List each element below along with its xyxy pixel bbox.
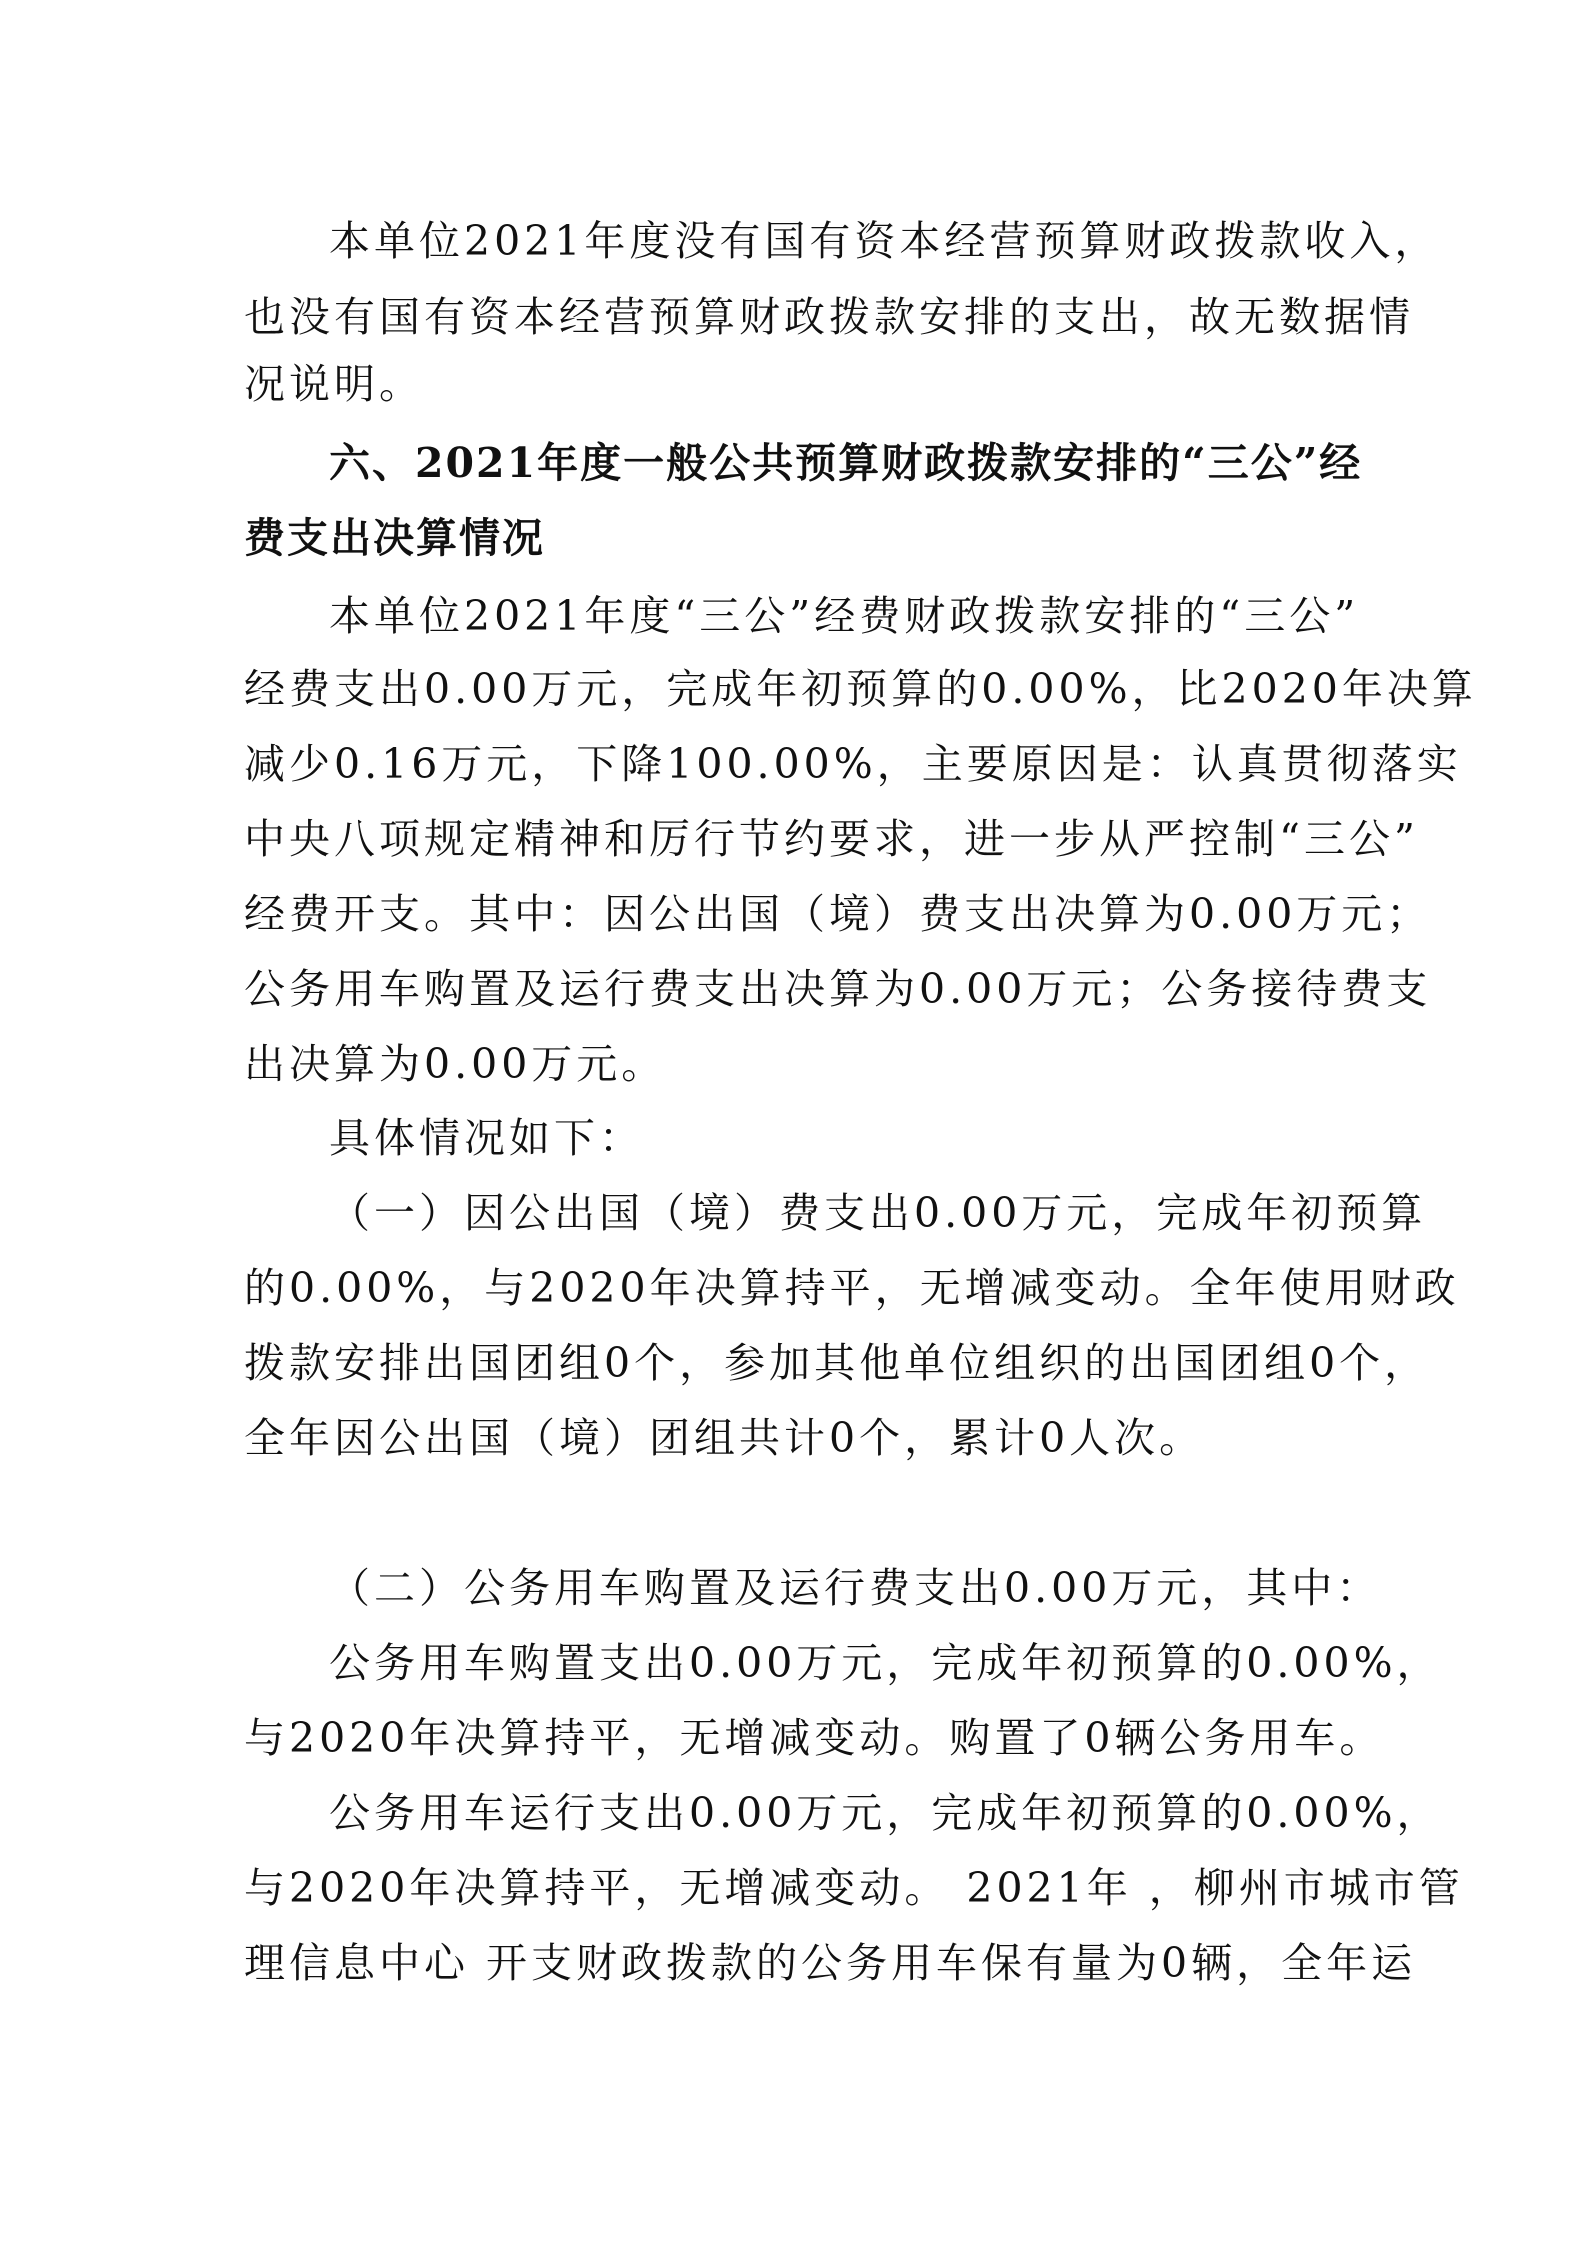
paragraph-line: 也没有国有资本经营预算财政拨款安排的支出，故无数据情 (244, 293, 1414, 341)
paragraph-line: 理信息中心 开支财政拨款的公务用车保有量为0辆，全年运 (244, 1939, 1417, 1987)
paragraph-line: 的0.00%，与2020年决算持平，无增减变动。全年使用财政 (244, 1264, 1460, 1312)
section-heading: 费支出决算情况 (244, 514, 545, 562)
paragraph-line: 本单位2021年度没有国有资本经营预算财政拨款收入， (329, 217, 1440, 265)
paragraph-line: 减少0.16万元，下降100.00%，主要原因是：认真贯彻落实 (244, 740, 1462, 788)
paragraph-line: 本单位2021年度“三公”经费财政拨款安排的“三公” (329, 592, 1360, 640)
section-heading: 六、2021年度一般公共预算财政拨款安排的“三公”经 (329, 439, 1363, 487)
paragraph-line: 经费支出0.00万元，完成年初预算的0.00%，比2020年决算 (244, 665, 1477, 713)
paragraph-line: （二）公务用车购置及运行费支出0.00万元，其中： (329, 1564, 1382, 1612)
paragraph-line: 具体情况如下： (329, 1114, 644, 1162)
paragraph-line: 拨款安排出国团组0个，参加其他单位组织的出国团组0个， (244, 1339, 1430, 1387)
paragraph-line: 与2020年决算持平，无增减变动。购置了0辆公务用车。 (244, 1714, 1385, 1762)
paragraph-line: 公务用车运行支出0.00万元，完成年初预算的0.00%， (329, 1789, 1442, 1837)
paragraph-line: （一）因公出国（境）费支出0.00万元，完成年初预算 (329, 1189, 1427, 1237)
paragraph-line: 况说明。 (244, 360, 424, 408)
paragraph-line: 全年因公出国（境）团组共计0个，累计0人次。 (244, 1414, 1205, 1462)
paragraph-line: 出决算为0.00万元。 (244, 1040, 667, 1088)
paragraph-line: 公务用车购置支出0.00万元，完成年初预算的0.00%， (329, 1639, 1442, 1687)
paragraph-line: 经费开支。其中：因公出国（境）费支出决算为0.00万元； (244, 890, 1432, 938)
paragraph-line: 中央八项规定精神和厉行节约要求，进一步从严控制“三公” (244, 815, 1419, 863)
paragraph-line: 与2020年决算持平，无增减变动。 2021年 ，柳州市城市管 (244, 1864, 1464, 1912)
paragraph-line: 公务用车购置及运行费支出决算为0.00万元；公务接待费支 (244, 965, 1432, 1013)
